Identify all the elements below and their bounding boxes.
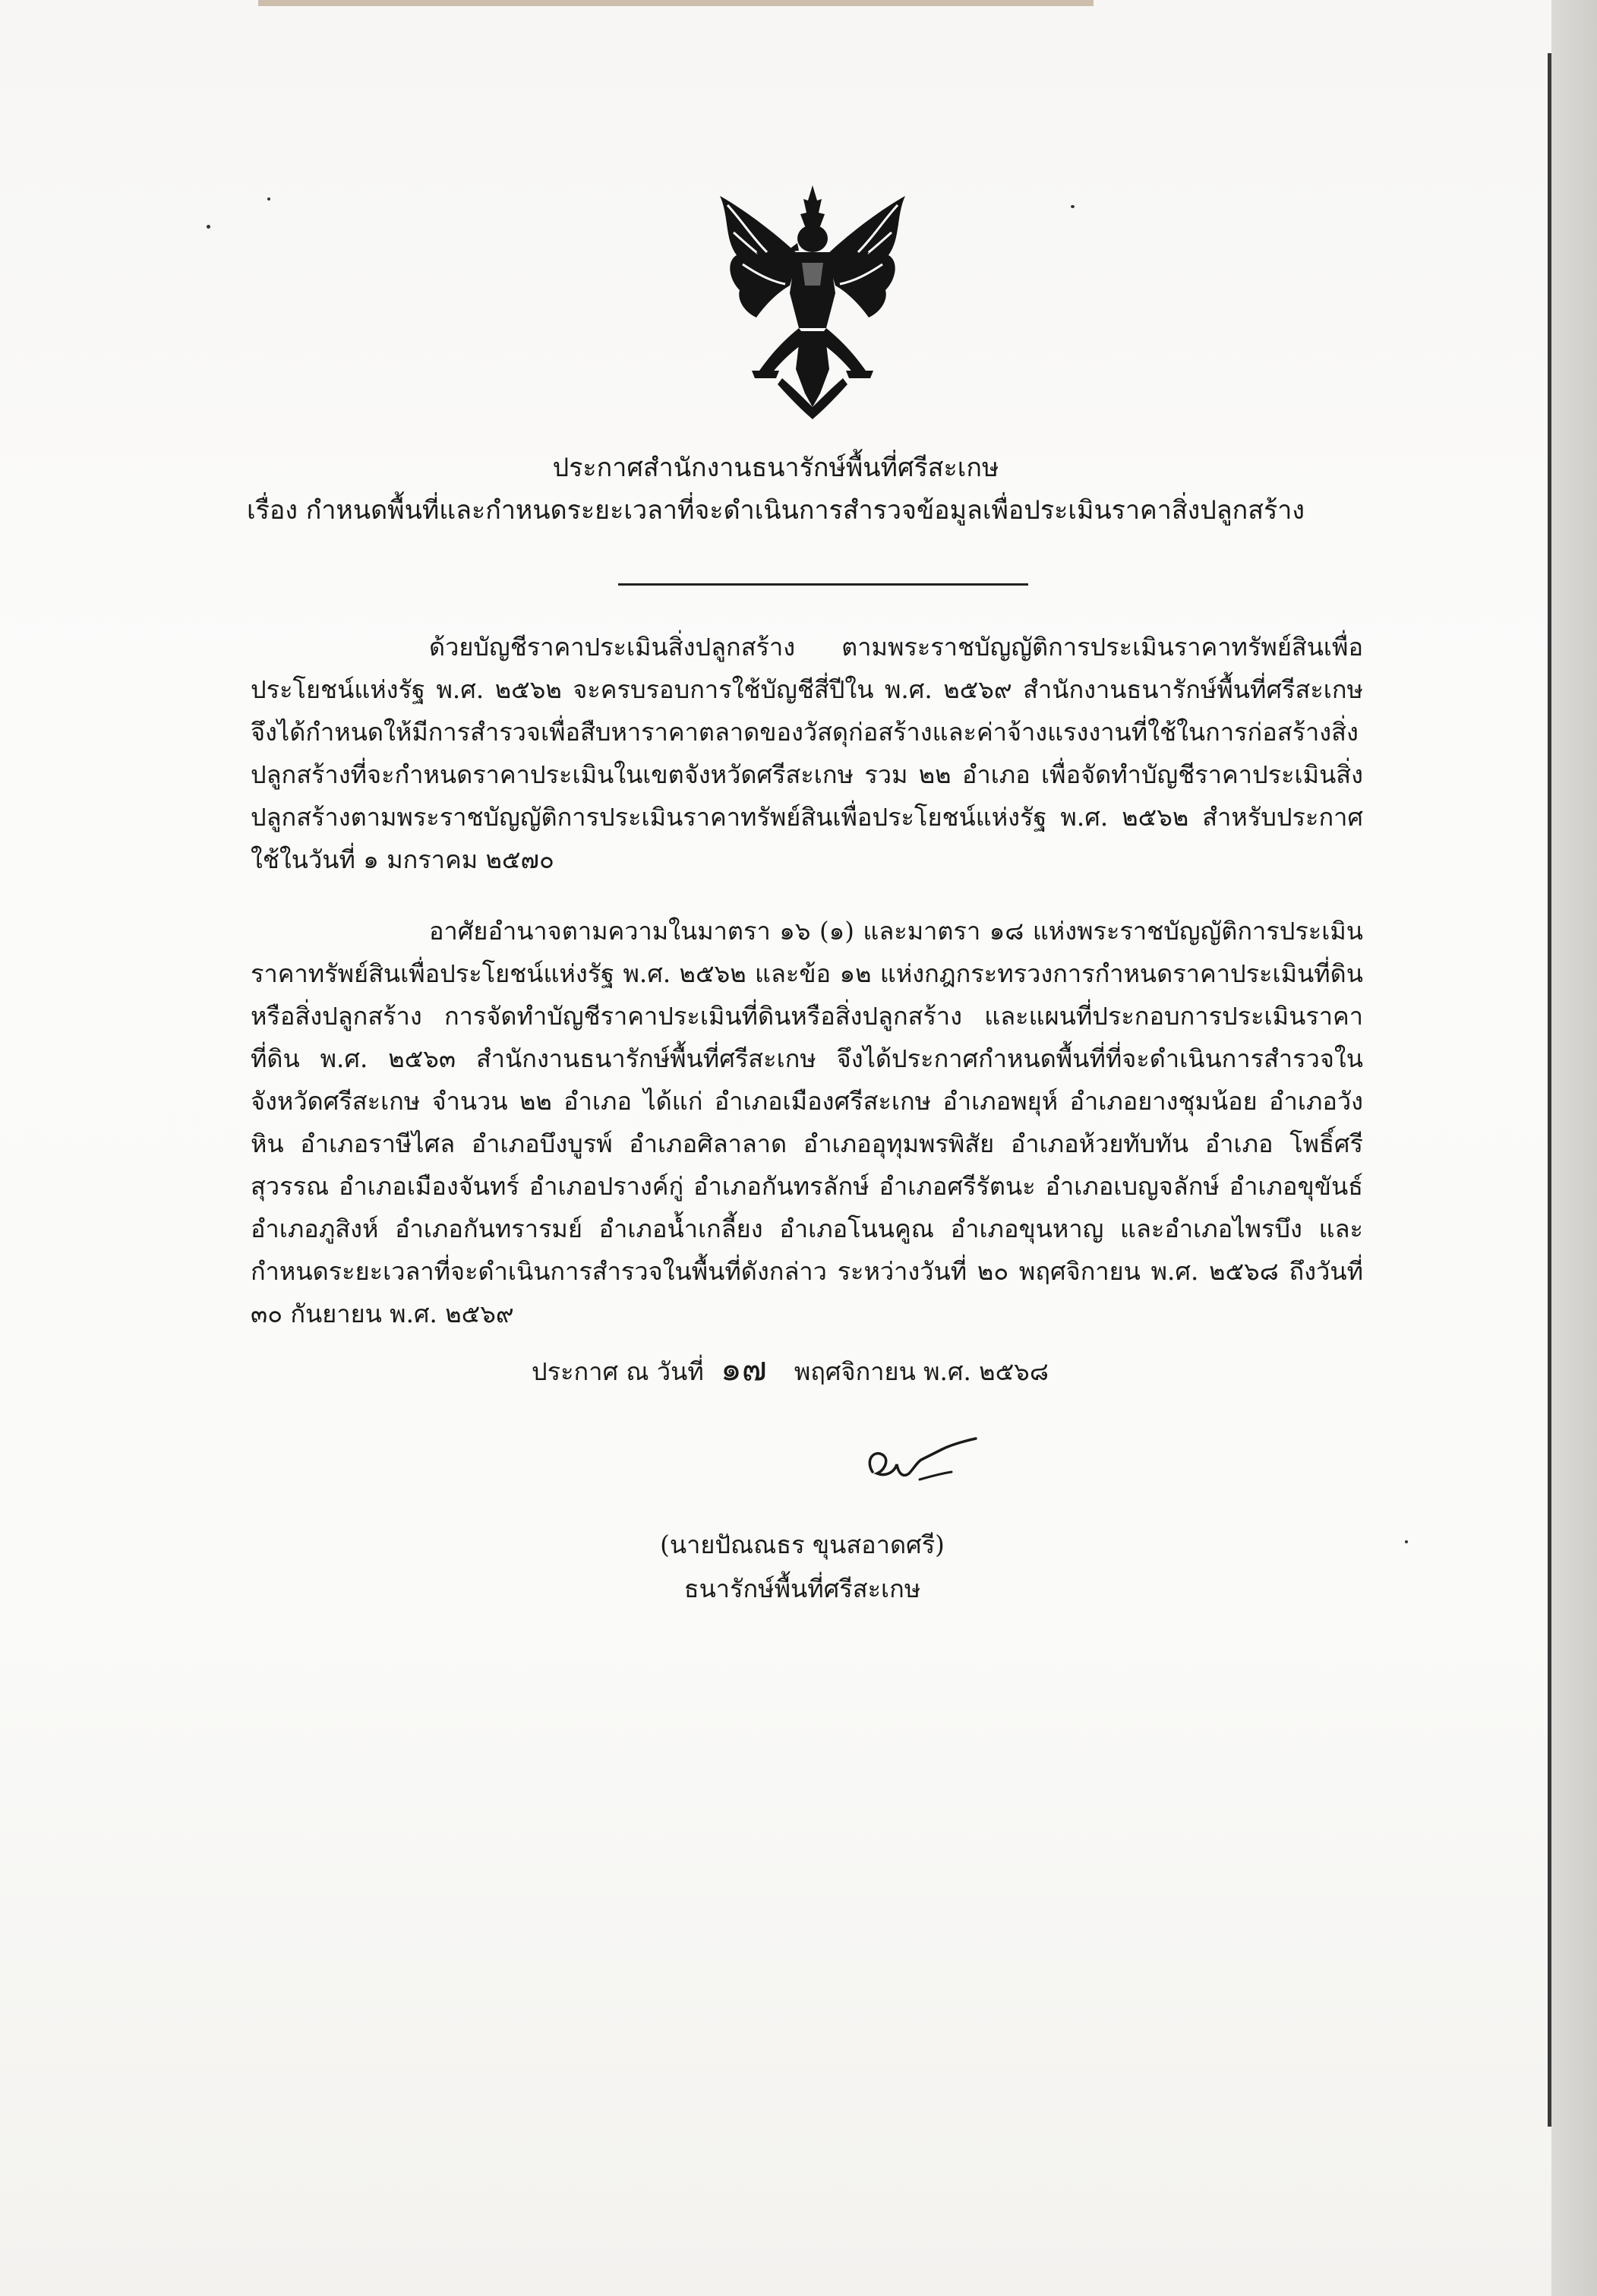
garuda-emblem-icon: [706, 179, 919, 422]
scan-speck: [267, 197, 270, 201]
body-paragraph-1: ด้วยบัญชีราคาประเมินสิ่งปลูกสร้าง ตามพระราชบัญญัติการประเมินราคาทรัพย์สินเพื่อประโยชน์แห่งรัฐ พ.ศ. ๒๕๖๒ จะครบรอบการใช้บัญชีสี่ปีใน พ.ศ. ๒๕๖๙ สำนักงานธนารักษ์พื้นที่ศรีสะเกษ จึงได้กำหนดให้มีการสำรวจเพื่อสืบหาราคาตลาดของวัสดุก่อสร้างและค่าจ้างแรงงานที่ใช้ในการก่อสร้างสิ่งปลูกสร้างที่จะกำหนดราคาประเมินในเขตจังหวัดศรีสะเกษ รวม ๒๒ อำเภอ เพื่อจัดทำบัญชีราคาประเมินสิ่งปลูกสร้างตามพระราชบัญญัติการประเมินราคาทรัพย์สินเพื่อประโยชน์แห่งรัฐ พ.ศ. ๒๕๖๒ สำหรับประกาศใช้ในวันที่ ๑ มกราคม ๒๕๗๐: [251, 633, 1363, 874]
announcement-date: [532, 1350, 1049, 1391]
announcement-day: ๑๗: [720, 1350, 767, 1388]
announced-prefix: ประกาศ ณ วันที่: [532, 1357, 704, 1386]
handwritten-signature: [854, 1426, 991, 1495]
page-top-edge: [258, 0, 1094, 6]
body-paragraph-2: อาศัยอำนาจตามความในมาตรา ๑๖ (๑) และมาตรา ๑๘ แห่งพระราชบัญญัติการประเมินราคาทรัพย์สินเพื่อประโยชน์แห่งรัฐ พ.ศ. ๒๕๖๒ และข้อ ๑๒ แห่งกฎกระทรวงการกำหนดราคาประเมินที่ดินหรือสิ่งปลูกสร้าง การจัดทำบัญชีราคาประเมินที่ดินหรือสิ่งปลูกสร้าง และแผนที่ประกอบการประเมินราคาที่ดิน พ.ศ. ๒๕๖๓ สำนักงานธนารักษ์พื้นที่ศรีสะเกษ จึงได้ประกาศกำหนดพื้นที่ที่จะดำเนินการสำรวจในจังหวัดศรีสะเกษ จำนวน ๒๒ อำเภอ ได้แก่ อำเภอเมืองศรีสะเกษ อำเภอพยุห์ อำเภอยางชุมน้อย อำเภอวังหิน อำเภอราษีไศล อำเภอบึงบูรพ์ อำเภอศิลาลาด อำเภออุทุมพรพิสัย อำเภอห้วยทับทัน อำเภอ โพธิ์ศรีสุวรรณ อำเภอเมืองจันทร์ อำเภอปรางค์กู่ อำเภอกันทรลักษ์ อำเภอศรีรัตนะ อำเภอเบญจลักษ์ อำเภอขุขันธ์ อำเภอภูสิงห์ อำเภอกันทรารมย์ อำเภอน้ำเกลี้ยง อำเภอโนนคูณ อำเภอขุนหาญ และอำเภอไพรบึง และกำหนดระยะเวลาที่จะดำเนินการสำรวจในพื้นที่ดังกล่าว ระหว่างวันที่ ๒๐ พฤศจิกายน พ.ศ. ๒๕๖๘ ถึงวันที่ ๓๐ กันยายน พ.ศ. ๒๕๖๙: [251, 917, 1363, 1328]
page-background-edge: [1551, 0, 1597, 2296]
signer-name: (นายปัณณธร ขุนสอาดศรี): [660, 1530, 945, 1559]
scan-speck: [1071, 205, 1075, 208]
announcement-subject: เรื่อง กำหนดพื้นที่และกำหนดระยะเวลาที่จะดำเนินการสำรวจข้อมูลเพื่อประเมินราคาสิ่งปลูกสร้าง: [247, 495, 1305, 526]
scan-speck: [207, 225, 210, 229]
title-divider: [618, 583, 1028, 586]
announcement-title: ประกาศสำนักงานธนารักษ์พื้นที่ศรีสะเกษ: [552, 453, 999, 483]
signer-title: ธนารักษ์พื้นที่ศรีสะเกษ: [683, 1574, 921, 1603]
announcement-month-year: พฤศจิกายน พ.ศ. ๒๕๖๘: [794, 1357, 1049, 1386]
